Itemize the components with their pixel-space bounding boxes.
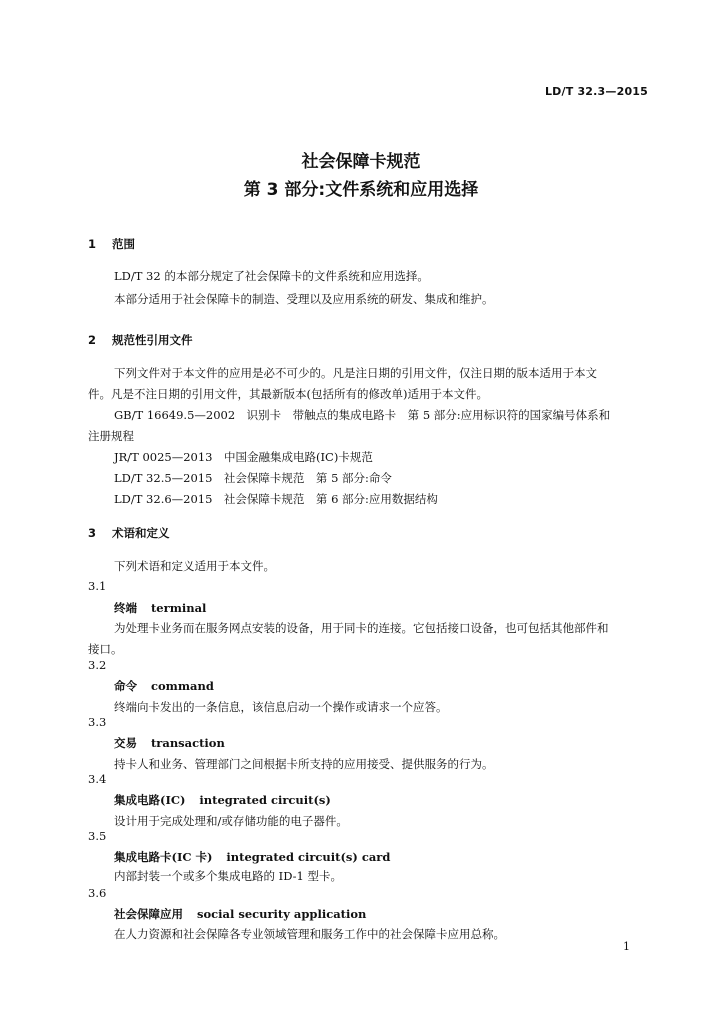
section-1-heading — [88, 236, 135, 252]
term-heading — [114, 735, 225, 751]
term-definition: 为处理卡业务而在服务网点安装的设备，用于同卡的连接。它包括接口设备，也可包括其他部件和 — [114, 621, 609, 635]
page-number: 1 — [623, 940, 630, 953]
clause-number: 3.1 — [88, 579, 107, 593]
reference-item: LD/T 32.5—2015 社会保障卡规范 第 5 部分:命令 — [114, 471, 392, 485]
section-number: 1 — [88, 237, 97, 251]
paragraph: 下列文件对于本文件的应用是必不可少的。凡是注日期的引用文件，仅注日期的版本适用于本文 — [114, 366, 597, 380]
reference-item: GB/T 16649.5—2002 识别卡 带触点的集成电路卡 第 5 部分:应用标识符的国家编号体系和 — [114, 408, 611, 422]
section-3-heading — [88, 525, 170, 541]
clause-number: 3.6 — [88, 886, 107, 900]
term-zh: 交易 — [114, 736, 137, 750]
term-heading — [114, 678, 214, 694]
reference-item: LD/T 32.6—2015 社会保障卡规范 第 6 部分:应用数据结构 — [114, 492, 438, 506]
term-en: social security application — [197, 907, 367, 921]
clause-number: 3.3 — [88, 715, 107, 729]
document-title: 社会保障卡规范 — [301, 152, 421, 172]
term-zh: 集成电路(IC) — [114, 793, 186, 807]
term-en: integrated circuit(s) — [199, 793, 331, 807]
document-code: LD/T 32.3—2015 — [544, 85, 648, 98]
term-definition: 持卡人和业务、管理部门之间根据卡所支持的应用接受、提供服务的行为。 — [114, 757, 494, 771]
term-definition: 设计用于完成处理和/或存储功能的电子器件。 — [114, 814, 348, 828]
clause-number: 3.4 — [88, 772, 107, 786]
term-heading — [114, 849, 390, 865]
term-en: command — [151, 679, 214, 693]
section-title: 范围 — [112, 237, 136, 251]
paragraph: LD/T 32 的本部分规定了社会保障卡的文件系统和应用选择。 — [114, 269, 429, 283]
term-definition: 接口。 — [88, 642, 123, 656]
section-number: 3 — [88, 526, 97, 540]
term-definition: 终端向卡发出的一条信息，该信息启动一个操作或请求一个应答。 — [114, 700, 448, 714]
paragraph: 下列术语和定义适用于本文件。 — [114, 559, 275, 573]
term-en: transaction — [151, 736, 225, 750]
term-definition: 内部封装一个或多个集成电路的 ID-1 型卡。 — [114, 869, 342, 883]
term-zh: 社会保障应用 — [114, 907, 183, 921]
term-zh: 集成电路卡(IC 卡) — [114, 850, 213, 864]
clause-number: 3.2 — [88, 658, 107, 672]
term-heading — [114, 600, 206, 616]
clause-number: 3.5 — [88, 829, 107, 843]
reference-item: JR/T 0025—2013 中国金融集成电路(IC)卡规范 — [114, 450, 373, 464]
paragraph: 本部分适用于社会保障卡的制造、受理以及应用系统的研发、集成和维护。 — [114, 292, 494, 306]
reference-item: 注册规程 — [88, 429, 134, 443]
section-title: 术语和定义 — [112, 526, 170, 540]
term-zh: 命令 — [114, 679, 137, 693]
section-2-heading — [88, 332, 193, 348]
term-heading — [114, 792, 331, 808]
term-en: integrated circuit(s) card — [226, 850, 391, 864]
section-title: 规范性引用文件 — [112, 333, 193, 347]
section-number: 2 — [88, 333, 97, 347]
term-zh: 终端 — [114, 601, 137, 615]
document-subtitle: 第 3 部分:文件系统和应用选择 — [243, 180, 479, 200]
term-definition: 在人力资源和社会保障各专业领域管理和服务工作中的社会保障卡应用总称。 — [114, 927, 505, 941]
term-heading — [114, 906, 366, 922]
term-en: terminal — [151, 601, 207, 615]
paragraph: 件。凡是不注日期的引用文件，其最新版本(包括所有的修改单)适用于本文件。 — [88, 387, 488, 401]
